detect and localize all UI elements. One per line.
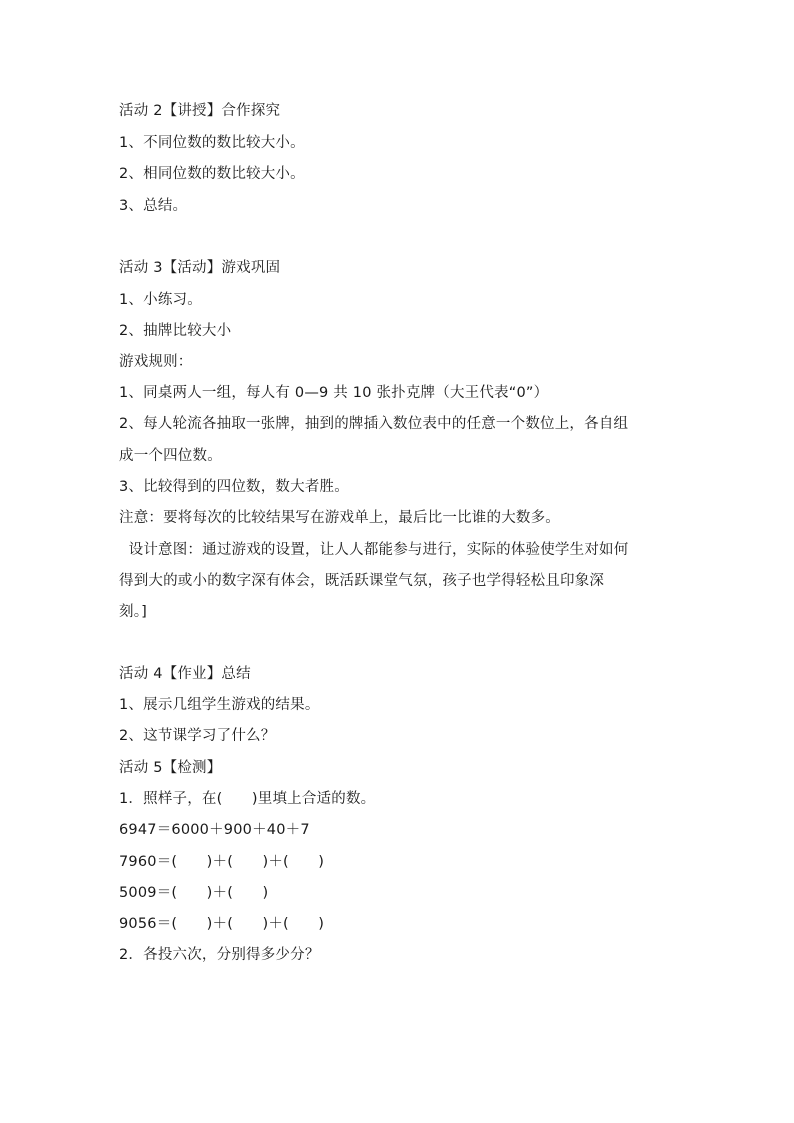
activity-4-heading: 活动 4【作业】总结 <box>119 666 251 682</box>
question-2: 2．各投六次，分别得多少分？ <box>119 947 320 963</box>
design-intent-line-3: 刻。] <box>119 604 148 620</box>
game-rule-2-cont: 成一个四位数。 <box>119 448 222 464</box>
game-rules-title: 游戏规则： <box>119 354 193 370</box>
example-expansion: 6947＝6000＋900＋40＋7 <box>119 822 310 838</box>
activity-4-item-2: 2、这节课学习了什么？ <box>119 728 276 744</box>
activity-2-item-1: 1、不同位数的数比较大小。 <box>119 135 305 151</box>
design-intent-line-1: 设计意图：通过游戏的设置，让人人都能参与进行，实际的体验使学生对如何 <box>119 542 629 558</box>
expansion-7960: 7960＝( )＋( )＋( ) <box>119 854 325 870</box>
game-rule-3: 3、比较得到的四位数，数大者胜。 <box>119 479 349 495</box>
game-rule-1: 1、同桌两人一组，每人有 0—9 共 10 张扑克牌（大王代表“0”） <box>119 385 549 401</box>
expansion-9056: 9056＝( )＋( )＋( ) <box>119 916 325 932</box>
activity-2-item-2: 2、相同位数的数比较大小。 <box>119 166 305 182</box>
expansion-5009: 5009＝( )＋( ) <box>119 885 269 901</box>
activity-3-item-2: 2、抽牌比较大小 <box>119 323 232 339</box>
question-1: 1．照样子，在( )里填上合适的数。 <box>119 791 376 807</box>
activity-2-item-3: 3、总结。 <box>119 198 188 214</box>
design-intent-line-2: 得到大的或小的数字深有体会，既活跃课堂气氛，孩子也学得轻松且印象深 <box>119 573 605 589</box>
activity-3-heading: 活动 3【活动】游戏巩固 <box>119 260 281 276</box>
activity-2-heading: 活动 2【讲授】合作探究 <box>119 103 281 119</box>
game-rule-2: 2、每人轮流各抽取一张牌，抽到的牌插入数位表中的任意一个数位上，各自组 <box>119 416 629 432</box>
activity-4-item-1: 1、展示几组学生游戏的结果。 <box>119 697 320 713</box>
activity-5-heading: 活动 5【检测】 <box>119 760 222 776</box>
game-note: 注意：要将每次的比较结果写在游戏单上，最后比一比谁的大数多。 <box>119 510 560 526</box>
activity-3-item-1: 1、小练习。 <box>119 292 202 308</box>
